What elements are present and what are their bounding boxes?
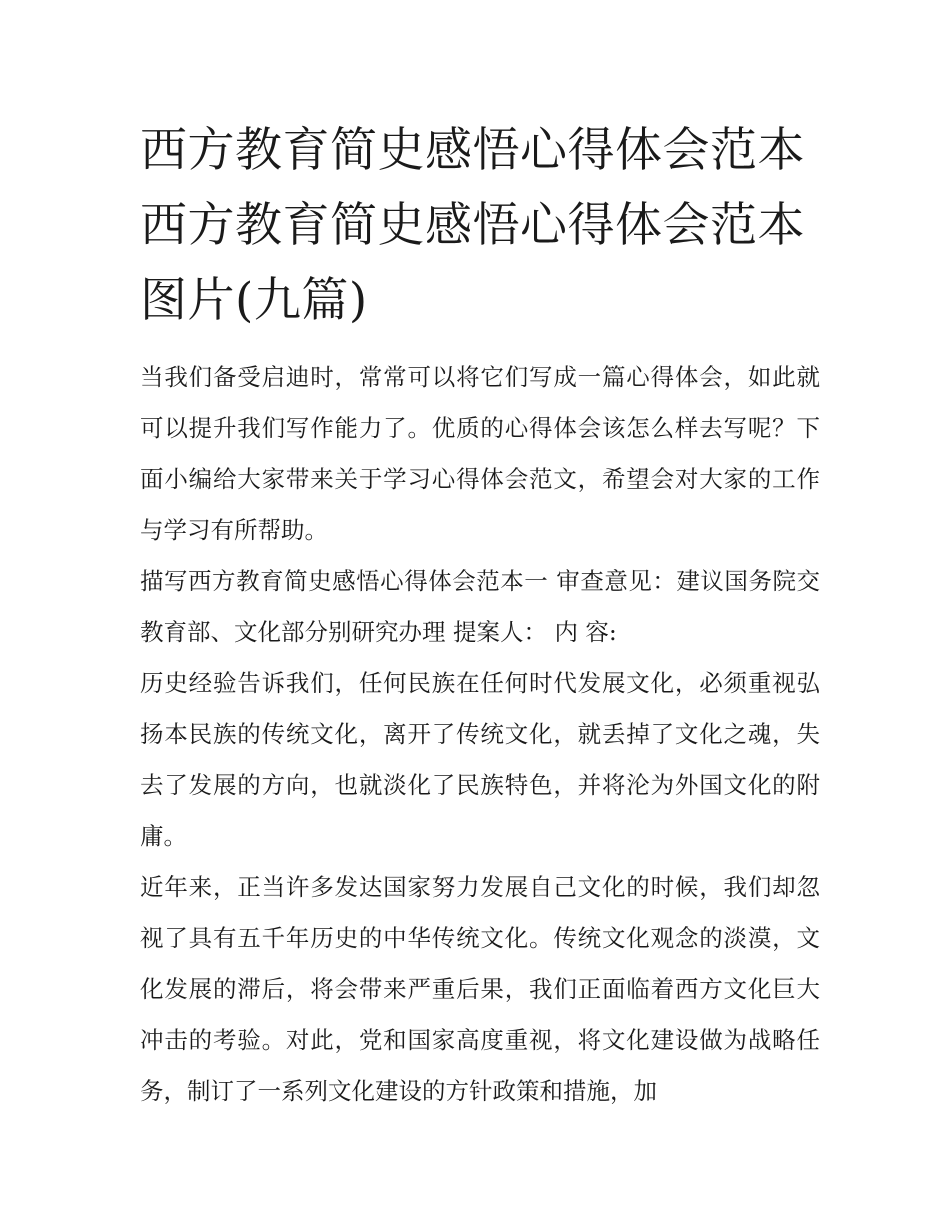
paragraph-history: 历史经验告诉我们，任何民族在任何时代发展文化，必须重视弘扬本民族的传统文化，离开了传统文化，就丢掉了文化之魂，失去了发展的方向，也就淡化了民族特色，并将沦为外国文化的附庸。 [140, 669, 820, 850]
document-body [140, 352, 820, 1117]
paragraph-recent-years: 近年来，正当许多发达国家努力发展自己文化的时候，我们却忽视了具有五千年历史的中华传统文化。传统文化观念的淡漠，文化发展的滞后，将会带来严重后果，我们正面临着西方文化巨大冲击的考验。对此，党和国家高度重视，将文化建设做为战略任务，制订了一系列文化建设的方针政策和措施，加 [140, 873, 820, 1105]
paragraph-intro: 当我们备受启迪时，常常可以将它们写成一篇心得体会，如此就可以提升我们写作能力了。优质的心得体会该怎么样去写呢？下面小编给大家带来关于学习心得体会范文，希望会对大家的工作与学习有所帮助。 [140, 363, 820, 544]
paragraph-proposal-header: 描写西方教育简史感悟心得体会范本一 审查意见：建议国务院交教育部、文化部分别研究办理 提案人： 内 容: [140, 567, 820, 646]
document-title: 西方教育简史感悟心得体会范本 西方教育简史感悟心得体会范本图片(九篇) [140, 123, 805, 328]
